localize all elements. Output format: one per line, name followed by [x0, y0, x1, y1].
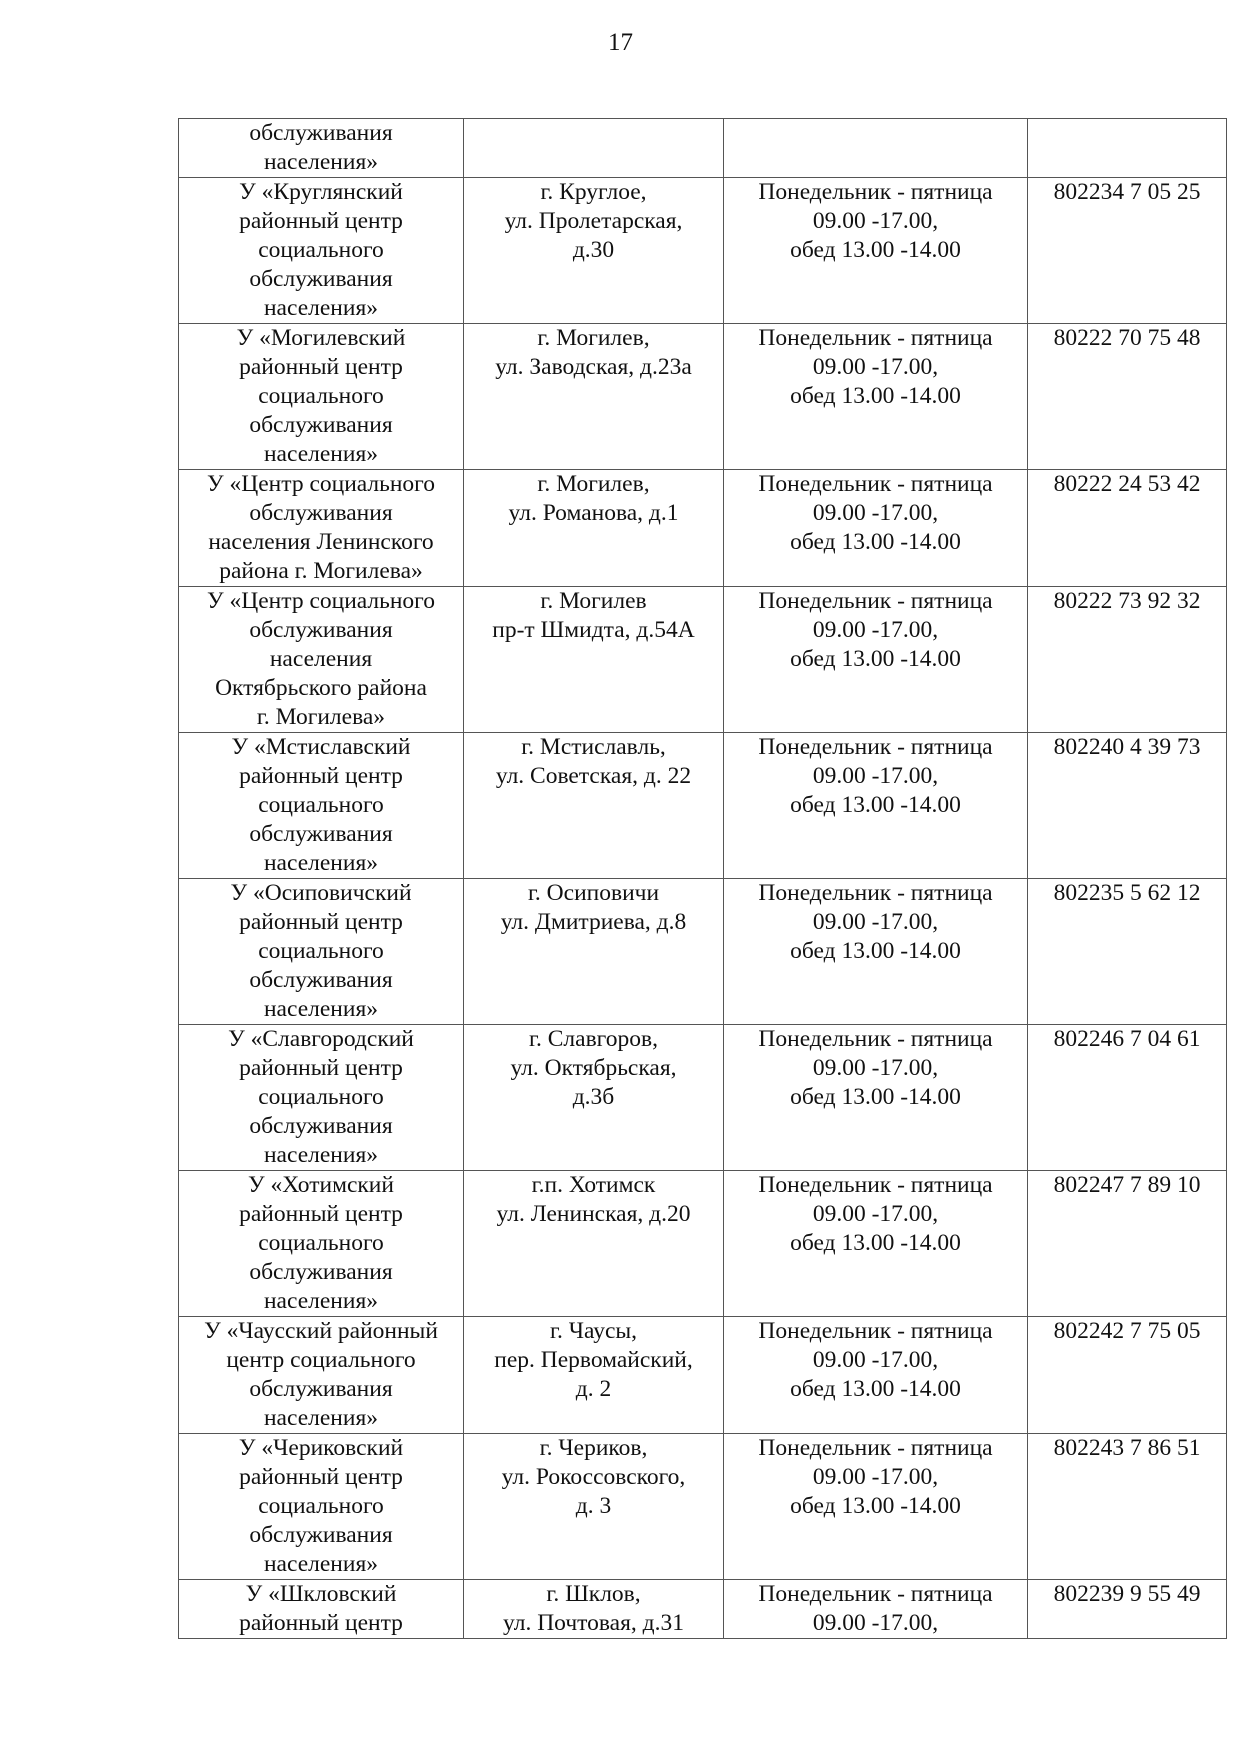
table-row	[179, 879, 1227, 1025]
address-cell: г.п. Хотимск ул. Ленинская, д.20	[464, 1171, 724, 1317]
phone-cell: 802243 7 86 51	[1028, 1434, 1227, 1580]
table-row	[179, 1580, 1227, 1639]
phone-cell: 80222 70 75 48	[1028, 324, 1227, 470]
table-row	[179, 1317, 1227, 1434]
phone-cell: 80222 73 92 32	[1028, 587, 1227, 733]
working-hours-cell: Понедельник - пятница 09.00 -17.00, обед 13.00 -14.00	[724, 587, 1028, 733]
center-name-cell: У «Центр социального обслуживания населения Ленинского района г. Могилева»	[179, 470, 464, 587]
phone-cell: 802234 7 05 25	[1028, 178, 1227, 324]
table-row	[179, 324, 1227, 470]
address-cell: г. Осиповичи ул. Дмитриева, д.8	[464, 879, 724, 1025]
page-number: 17	[608, 29, 633, 56]
address-cell: г. Шклов, ул. Почтовая, д.31	[464, 1580, 724, 1639]
center-name-cell: У «Чаусский районный центр социального обслуживания населения»	[179, 1317, 464, 1434]
address-cell: г. Круглое, ул. Пролетарская, д.30	[464, 178, 724, 324]
center-name-cell: У «Славгородский районный центр социального обслуживания населения»	[179, 1025, 464, 1171]
address-cell: г. Славгоров, ул. Октябрьская, д.3б	[464, 1025, 724, 1171]
center-name-cell: У «Хотимский районный центр социального обслуживания населения»	[179, 1171, 464, 1317]
working-hours-cell: Понедельник - пятница 09.00 -17.00, обед 13.00 -14.00	[724, 733, 1028, 879]
address-cell: г. Чериков, ул. Рокоссовского, д. 3	[464, 1434, 724, 1580]
address-cell	[464, 119, 724, 178]
working-hours-cell: Понедельник - пятница 09.00 -17.00, обед 13.00 -14.00	[724, 879, 1028, 1025]
service-centers-table	[178, 118, 1227, 1639]
center-name-cell: У «Осиповичский районный центр социального обслуживания населения»	[179, 879, 464, 1025]
phone-cell: 80222 24 53 42	[1028, 470, 1227, 587]
table-row	[179, 587, 1227, 733]
phone-cell	[1028, 119, 1227, 178]
working-hours-cell	[724, 119, 1028, 178]
table-row	[179, 733, 1227, 879]
table-row	[179, 178, 1227, 324]
table-row	[179, 1171, 1227, 1317]
working-hours-cell: Понедельник - пятница 09.00 -17.00, обед 13.00 -14.00	[724, 1171, 1028, 1317]
working-hours-cell: Понедельник - пятница 09.00 -17.00,	[724, 1580, 1028, 1639]
center-name-cell: У «Круглянский районный центр социального обслуживания населения»	[179, 178, 464, 324]
working-hours-cell: Понедельник - пятница 09.00 -17.00, обед 13.00 -14.00	[724, 1317, 1028, 1434]
address-cell: г. Могилев, ул. Заводская, д.23а	[464, 324, 724, 470]
phone-cell: 802235 5 62 12	[1028, 879, 1227, 1025]
phone-cell: 802246 7 04 61	[1028, 1025, 1227, 1171]
center-name-cell: У «Чериковский районный центр социального обслуживания населения»	[179, 1434, 464, 1580]
phone-cell: 802239 9 55 49	[1028, 1580, 1227, 1639]
table-row	[179, 1434, 1227, 1580]
table-row	[179, 1025, 1227, 1171]
working-hours-cell: Понедельник - пятница 09.00 -17.00, обед 13.00 -14.00	[724, 178, 1028, 324]
address-cell: г. Чаусы, пер. Первомайский, д. 2	[464, 1317, 724, 1434]
table-row	[179, 470, 1227, 587]
working-hours-cell: Понедельник - пятница 09.00 -17.00, обед 13.00 -14.00	[724, 1025, 1028, 1171]
working-hours-cell: Понедельник - пятница 09.00 -17.00, обед 13.00 -14.00	[724, 470, 1028, 587]
phone-cell: 802242 7 75 05	[1028, 1317, 1227, 1434]
center-name-cell: У «Центр социального обслуживания населения Октябрьского района г. Могилева»	[179, 587, 464, 733]
address-cell: г. Могилев пр-т Шмидта, д.54А	[464, 587, 724, 733]
phone-cell: 802240 4 39 73	[1028, 733, 1227, 879]
working-hours-cell: Понедельник - пятница 09.00 -17.00, обед 13.00 -14.00	[724, 1434, 1028, 1580]
center-name-cell: У «Шкловский районный центр	[179, 1580, 464, 1639]
phone-cell: 802247 7 89 10	[1028, 1171, 1227, 1317]
address-cell: г. Мстиславль, ул. Советская, д. 22	[464, 733, 724, 879]
working-hours-cell: Понедельник - пятница 09.00 -17.00, обед 13.00 -14.00	[724, 324, 1028, 470]
address-cell: г. Могилев, ул. Романова, д.1	[464, 470, 724, 587]
center-name-cell: обслуживания населения»	[179, 119, 464, 178]
table-row	[179, 119, 1227, 178]
center-name-cell: У «Мстиславский районный центр социального обслуживания населения»	[179, 733, 464, 879]
center-name-cell: У «Могилевский районный центр социального обслуживания населения»	[179, 324, 464, 470]
